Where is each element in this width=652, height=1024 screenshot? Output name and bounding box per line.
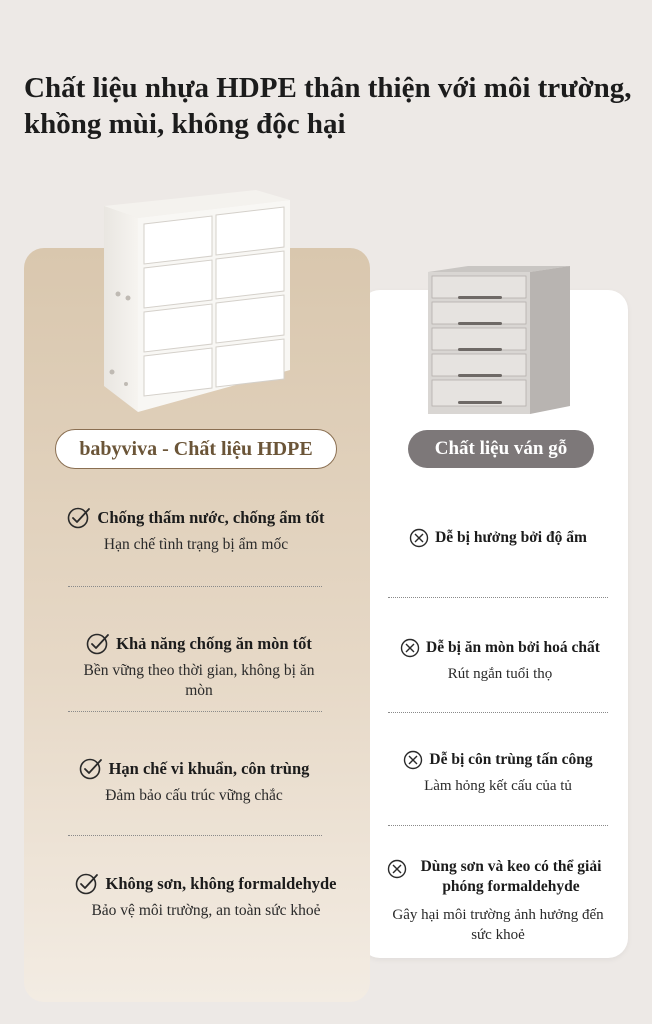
- item-title: Dễ bị hưởng bởi độ ẩm: [435, 529, 587, 546]
- item-subtitle: Rút ngắn tuổi thọ: [447, 666, 553, 682]
- x-circle-icon: [387, 859, 407, 879]
- item-subtitle: Gây hại môi trường ảnh hưởng đến sức khoẻ: [392, 907, 604, 943]
- headline-line-2: khồng mùi, không độc hại: [24, 108, 346, 140]
- divider: [68, 711, 322, 712]
- item-title: Không sơn, không formaldehyde: [105, 874, 337, 893]
- item-subtitle: Đảm bảo cấu trúc vững chắc: [105, 787, 283, 804]
- item-subtitle: Bảo vệ môi trường, an toàn sức khoẻ: [91, 902, 321, 919]
- hdpe-feature-item: [54, 633, 344, 701]
- divider: [388, 597, 608, 598]
- divider: [388, 825, 608, 826]
- x-circle-icon: [409, 528, 429, 548]
- item-title: Khả năng chống ăn mòn tốt: [116, 634, 312, 653]
- wood-drawback-item: [382, 638, 618, 684]
- item-subtitle: Hạn chế tình trạng bị ẩm mốc: [103, 536, 289, 553]
- white-dresser-image: [104, 190, 290, 412]
- item-title: Dễ bị côn trùng tấn công: [429, 751, 593, 768]
- check-circle-icon: [79, 758, 103, 780]
- wood-drawback-item: [380, 528, 616, 548]
- x-circle-icon: [400, 638, 420, 658]
- divider: [68, 586, 322, 587]
- x-circle-icon: [403, 750, 423, 770]
- item-title: Dùng sơn và keo có thể giải phóng formaldehyde: [420, 858, 602, 895]
- check-circle-icon: [67, 507, 91, 529]
- item-subtitle: Làm hỏng kết cấu của tủ: [424, 778, 572, 794]
- divider: [388, 712, 608, 713]
- item-title: Hạn chế vi khuẩn, côn trùng: [108, 759, 310, 778]
- item-title: Chống thấm nước, chống ẩm tốt: [97, 508, 325, 527]
- wood-label-pill: Chất liệu ván gỗ: [408, 430, 594, 468]
- page-headline: [24, 70, 634, 142]
- check-circle-icon: [86, 633, 110, 655]
- wood-drawback-item: [380, 750, 616, 796]
- item-subtitle: Bền vững theo thời gian, không bị ăn mòn: [83, 662, 315, 699]
- headline-line-1: Chất liệu nhựa HDPE thân thiện với môi trường,: [24, 72, 632, 104]
- wood-drawback-item: [380, 857, 616, 945]
- hdpe-label-pill: babyviva - Chất liệu HDPE: [55, 429, 337, 469]
- hdpe-feature-item: [44, 758, 344, 806]
- check-circle-icon: [75, 873, 99, 895]
- hdpe-feature-item: [54, 873, 358, 921]
- wood-dresser-image: [428, 266, 570, 414]
- divider: [68, 835, 322, 836]
- hdpe-feature-item: [44, 507, 348, 555]
- item-title: Dễ bị ăn mòn bởi hoá chất: [426, 639, 600, 656]
